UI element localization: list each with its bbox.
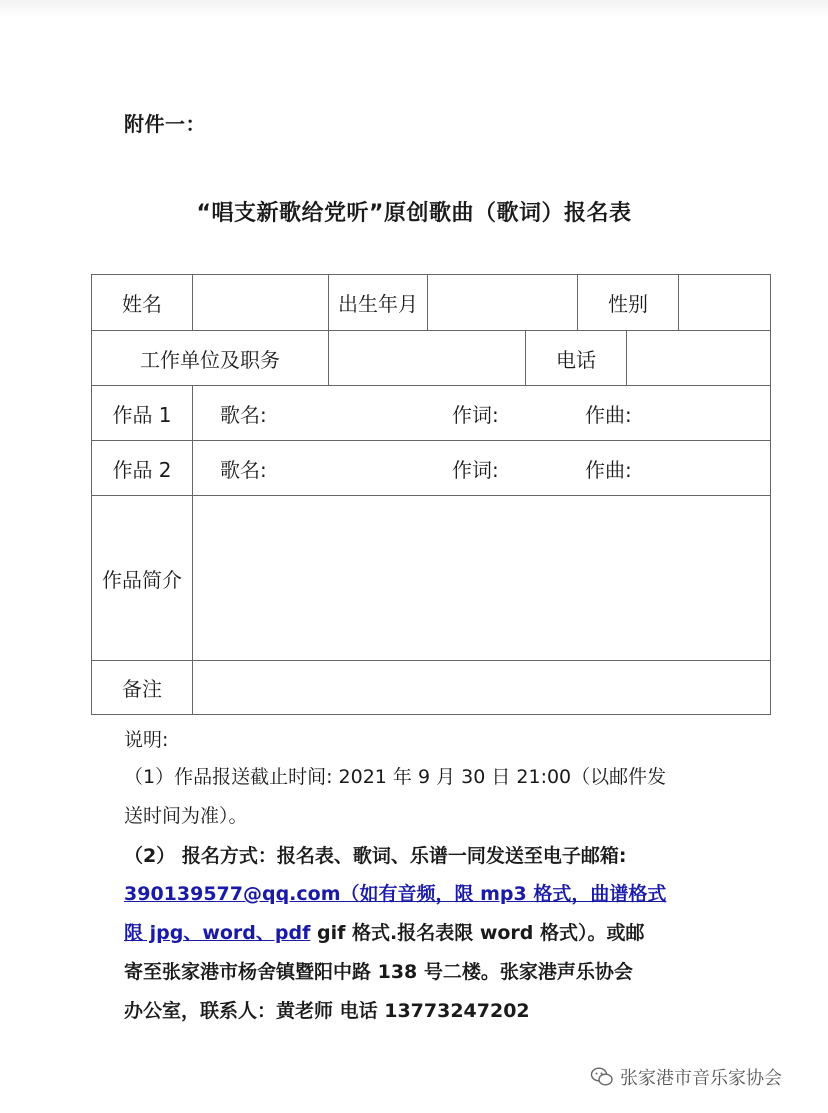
row-intro <box>91 495 771 661</box>
work2-label: 作品 2 <box>112 457 172 482</box>
work-label: 工作单位及职务 <box>140 347 280 372</box>
name-field[interactable] <box>193 275 328 330</box>
account-name: 张家港市音乐家协会 <box>620 1068 782 1089</box>
phone-field[interactable] <box>627 331 771 385</box>
birth-field[interactable] <box>428 275 577 330</box>
work2-composer-label: 作曲: <box>585 457 632 482</box>
row-remarks <box>91 660 771 715</box>
notes-heading: 说明: <box>124 729 169 751</box>
work1-label: 作品 1 <box>112 402 172 427</box>
notes-item1-line1: （1）作品报送截止时间: 2021 年 9 月 30 日 21:00（以邮件发 <box>124 766 667 788</box>
top-shadow <box>0 0 828 18</box>
notes-item1-line2: 送时间为准）。 <box>124 805 248 827</box>
row-personal-info <box>91 274 771 331</box>
remarks-field[interactable] <box>193 661 770 714</box>
remarks-label: 备注 <box>122 677 162 701</box>
gender-field[interactable] <box>679 275 771 330</box>
notes-item2-line1: （2） 报名方式：报名表、歌词、乐谱一同发送至电子邮箱: <box>124 845 627 867</box>
notes-item2-line3-rest: gif 格式.报名表限 word 格式）。或邮 <box>310 922 645 944</box>
notes-item2-line5: 办公室，联系人：黄老师 电话 13773247202 <box>124 1000 530 1022</box>
phone-label: 电话 <box>556 347 596 372</box>
account-watermark <box>590 1062 782 1092</box>
gender-label: 性别 <box>608 292 648 316</box>
email-link[interactable]: 390139577@qq.com（如有音频，限 mp3 格式，曲谱格式 <box>124 883 667 905</box>
wechat-icon <box>590 1066 614 1088</box>
work-field[interactable] <box>329 331 525 385</box>
work1-composer-label: 作曲: <box>585 402 632 427</box>
row-work-2 <box>91 440 771 496</box>
format-link[interactable]: 限 jpg、word、pdf <box>124 922 311 944</box>
work2-song-name-label: 歌名: <box>220 457 267 482</box>
row-work-info <box>91 330 771 386</box>
intro-label: 作品简介 <box>102 567 182 592</box>
work1-lyricist-label: 作词: <box>452 402 499 427</box>
attachment-label: 附件一： <box>124 112 206 136</box>
work2-lyricist-label: 作词: <box>452 457 499 482</box>
name-label: 姓名 <box>122 292 162 316</box>
notes-item2-line3 <box>124 920 645 946</box>
work1-song-name-label: 歌名: <box>220 402 267 427</box>
form-title: “唱支新歌给党听”原创歌曲（歌词）报名表 <box>196 201 632 226</box>
birth-label: 出生年月 <box>338 292 418 316</box>
intro-field[interactable] <box>193 496 770 660</box>
row-work-1 <box>91 385 771 441</box>
notes-item2-line4: 寄至张家港市杨舍镇暨阳中路 138 号二楼。张家港声乐协会 <box>124 961 633 983</box>
